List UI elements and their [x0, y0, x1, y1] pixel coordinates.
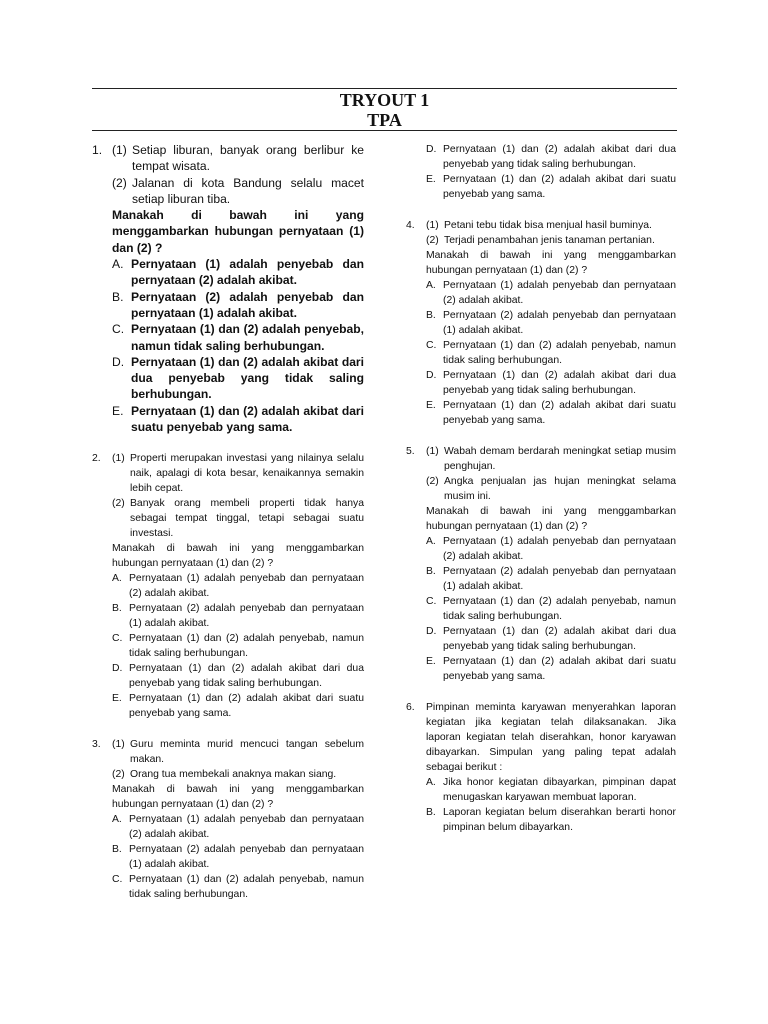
option-e: E. Pernyataan (1) dan (2) adalah akibat dari suatu penyebab yang sama.: [426, 656, 676, 682]
statement-1: (1) Wabah demam berdarah meningkat setiap musim penghujan.: [426, 446, 676, 472]
question-number: 3.: [92, 739, 101, 751]
statement-2: (2) Jalanan di kota Bandung selalu macet setiap liburan tiba.: [112, 175, 364, 206]
statement-1: (1) Properti merupakan investasi yang nilainya selalu naik, apalagi di kota besar, kenaikannya semakin lebih cepat.: [112, 453, 364, 495]
question-number: 6.: [406, 702, 415, 713]
statement-2: (2) Angka penjualan jas hujan meningkat selama musim ini.: [426, 476, 676, 502]
option-d: D. Pernyataan (1) dan (2) adalah akibat dari dua penyebab yang tidak saling berhubungan.: [426, 370, 676, 396]
left-column: [92, 142, 364, 902]
option-a: A. Pernyataan (1) adalah penyebab dan pernyataan (2) adalah akibat.: [426, 536, 676, 562]
statement-2: (2) Terjadi penambahan jenis tanaman pertanian.: [426, 235, 655, 246]
option-e: E. Pernyataan (1) dan (2) adalah akibat dari suatu penyebab yang sama.: [112, 693, 364, 720]
option-c: C. Pernyataan (1) dan (2) adalah penyebab, namun tidak saling berhubungan.: [112, 874, 364, 901]
question-stem: Manakah di bawah ini yang menggambarkan hubungan pernyataan (1) dan (2) ?: [112, 543, 364, 570]
question-number: 4.: [406, 220, 415, 231]
question-3: [92, 737, 364, 902]
question-1: [92, 142, 364, 435]
option-b: B. Laporan kegiatan belum diserahkan berarti honor pimpinan belum dibayarkan.: [426, 807, 676, 833]
page-title: TRYOUT 1: [339, 90, 430, 110]
option-b: B. Pernyataan (2) adalah penyebab dan pernyataan (1) adalah akibat.: [112, 289, 364, 320]
statement-2: (2) Orang tua membekali anaknya makan siang.: [112, 769, 337, 781]
title-rule: [92, 130, 677, 131]
option-e: E. Pernyataan (1) dan (2) adalah akibat dari suatu penyebab yang sama.: [112, 403, 364, 435]
option-c: C. Pernyataan (1) dan (2) adalah penyebab, namun tidak saling berhubungan.: [112, 633, 364, 660]
question-stem: Manakah di bawah ini yang menggambarkan hubungan pernyataan (1) dan (2) ?: [112, 208, 364, 255]
option-c: C. Pernyataan (1) dan (2) adalah penyebab, namun tidak saling berhubungan.: [426, 596, 676, 622]
page-subtitle: TPA: [367, 110, 402, 130]
option-b: B. Pernyataan (2) adalah penyebab dan pernyataan (1) adalah akibat.: [426, 566, 676, 592]
question-6: [406, 700, 676, 835]
question-stem: Manakah di bawah ini yang menggambarkan hubungan pernyataan (1) dan (2) ?: [112, 784, 364, 811]
question-2: [92, 451, 364, 721]
option-b: B. Pernyataan (2) adalah penyebab dan pernyataan (1) adalah akibat.: [426, 310, 676, 336]
right-column: [406, 142, 676, 835]
option-d: D. Pernyataan (1) dan (2) adalah akibat dari dua penyebab yang tidak saling berhubungan.: [426, 626, 676, 652]
statement-1: (1) Guru meminta murid mencuci tangan sebelum makan.: [112, 739, 364, 766]
option-e: E. Pernyataan (1) dan (2) adalah akibat dari suatu penyebab yang sama.: [426, 400, 676, 426]
option-b: B. Pernyataan (2) adalah penyebab dan pernyataan (1) adalah akibat.: [112, 603, 364, 630]
question-stem: Manakah di bawah ini yang menggambarkan hubungan pernyataan (1) dan (2) ?: [426, 250, 676, 276]
option-b: B. Pernyataan (2) adalah penyebab dan pernyataan (1) adalah akibat.: [112, 844, 364, 871]
question-4: [406, 218, 676, 428]
statement-2: (2) Banyak orang membeli properti tidak hanya sebagai tempat tinggal, tetapi sebagai suatu investasi.: [112, 498, 364, 540]
question-stem: Manakah di bawah ini yang menggambarkan hubungan pernyataan (1) dan (2) ?: [426, 506, 676, 532]
option-a: A. Jika honor kegiatan dibayarkan, pimpinan dapat menugaskan karyawan membuat laporan.: [426, 777, 676, 803]
option-e: E. Pernyataan (1) dan (2) adalah akibat dari suatu penyebab yang sama.: [426, 174, 676, 200]
option-a: A. Pernyataan (1) adalah penyebab dan pernyataan (2) adalah akibat.: [112, 814, 364, 841]
option-a: A. Pernyataan (1) adalah penyebab dan pernyataan (2) adalah akibat.: [426, 280, 676, 306]
option-a: A. Pernyataan (1) adalah penyebab dan pernyataan (2) adalah akibat.: [112, 573, 364, 600]
option-d: D. Pernyataan (1) dan (2) adalah akibat dari dua penyebab yang tidak saling berhubungan.: [112, 354, 364, 402]
option-d: D. Pernyataan (1) dan (2) adalah akibat dari dua penyebab yang tidak saling berhubungan.: [112, 663, 364, 690]
question-3-continued: [406, 142, 676, 202]
question-5: [406, 444, 676, 684]
statement-1: (1) Petani tebu tidak bisa menjual hasil buminya.: [426, 220, 652, 231]
statement-1: (1) Setiap liburan, banyak orang berlibur ke tempat wisata.: [112, 143, 364, 174]
top-rule: [92, 88, 677, 89]
question-number: 2.: [92, 453, 101, 465]
question-number: 1.: [92, 143, 103, 157]
option-c: C. Pernyataan (1) dan (2) adalah penyebab, namun tidak saling berhubungan.: [112, 322, 364, 353]
option-c: C. Pernyataan (1) dan (2) adalah penyebab, namun tidak saling berhubungan.: [426, 340, 676, 366]
question-number: 5.: [406, 446, 415, 457]
question-stem: Pimpinan meminta karyawan menyerahkan laporan kegiatan jika kegiatan telah dilaksanakan. Jika laporan kegiatan telah diserahkan, honor karyawan dibayarkan. Simpulan yang paling tepat adalah sebagai berikut :: [426, 702, 676, 773]
option-d: D. Pernyataan (1) dan (2) adalah akibat dari dua penyebab yang tidak saling berhubungan.: [426, 144, 676, 170]
option-a: A. Pernyataan (1) adalah penyebab dan pernyataan (2) adalah akibat.: [112, 257, 364, 288]
